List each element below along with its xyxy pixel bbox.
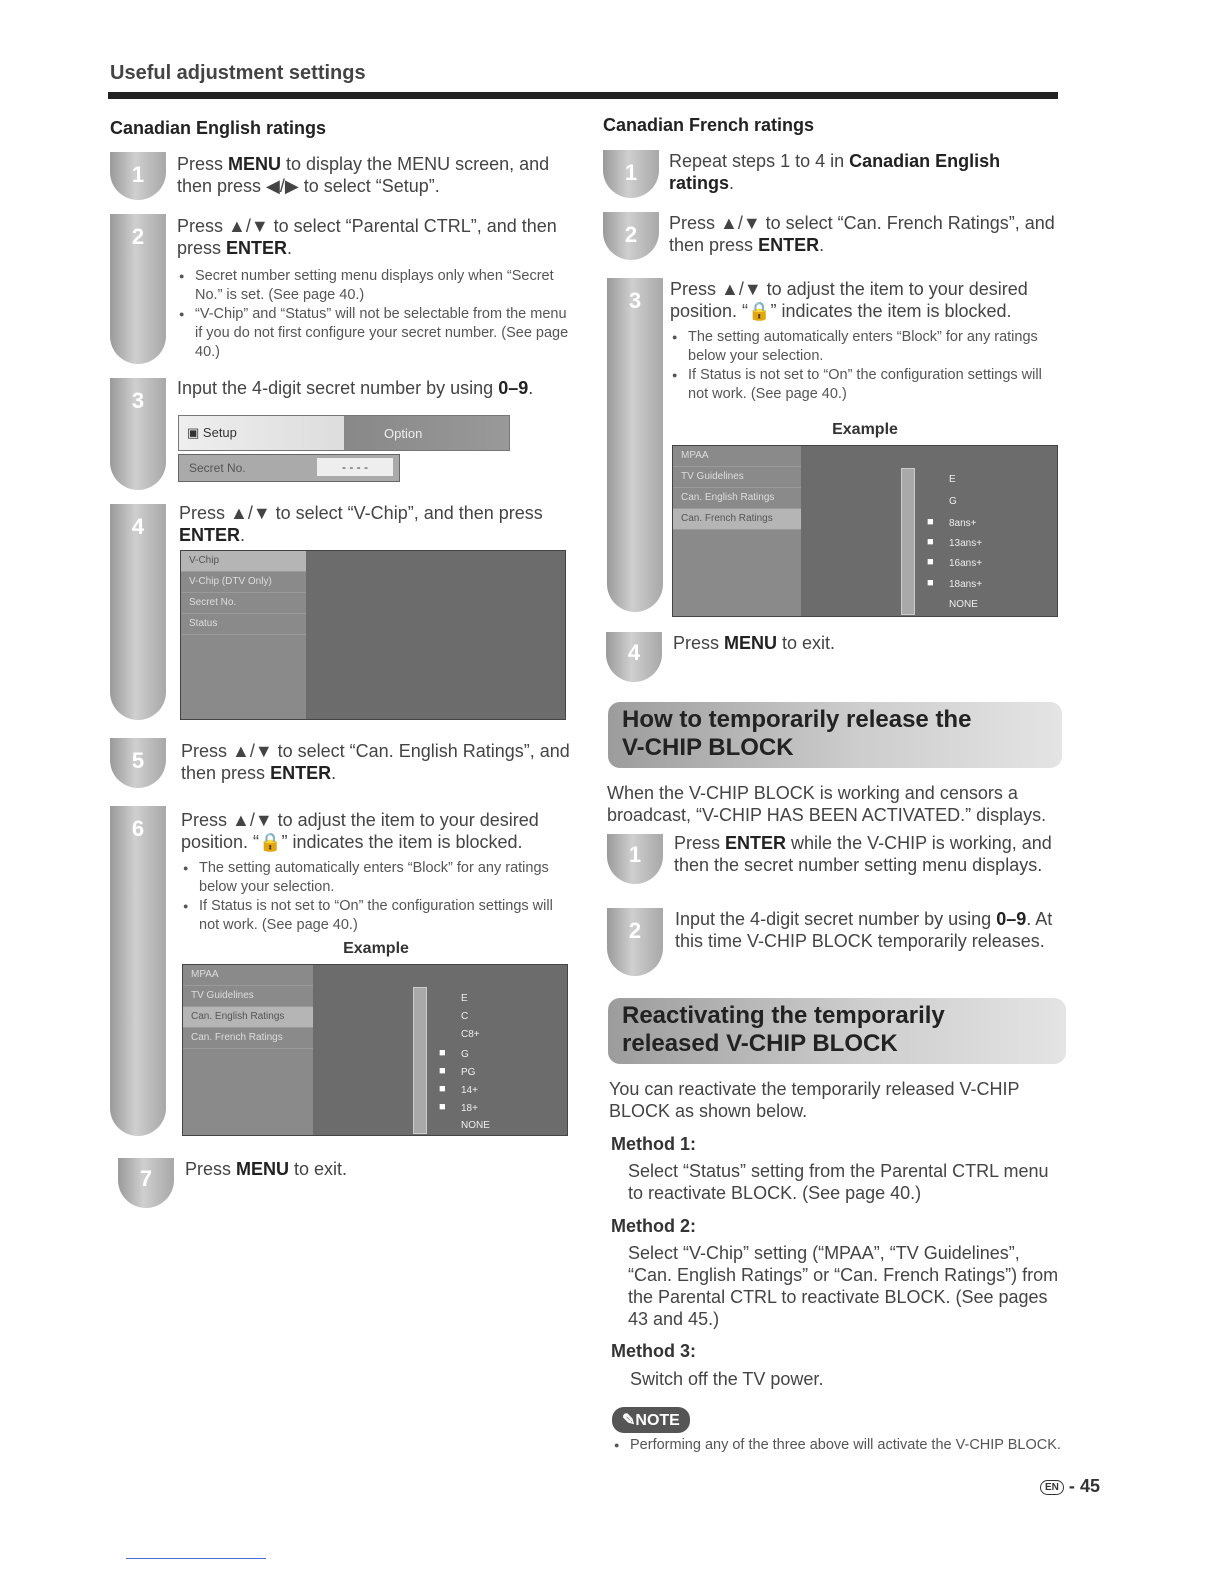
method-heading: Method 1: — [611, 1134, 696, 1154]
rating-label: 18+ — [461, 1103, 478, 1114]
rating-label: C — [461, 1011, 469, 1022]
rating-label: 14+ — [461, 1085, 478, 1096]
menu-item: V-Chip — [181, 551, 306, 572]
step-text: Input the 4-digit secret number by using 0–9. — [177, 378, 534, 398]
rating-label: G — [461, 1049, 469, 1060]
banner-line: Reactivating the temporarily — [622, 1002, 945, 1029]
setup-menu-bar — [178, 415, 510, 451]
bullet-list — [181, 859, 571, 935]
step-text: Press ▲/▼ to adjust the item to your desired position. “🔒” indicates the item is blocked. — [670, 279, 1028, 321]
step-number: 1 — [624, 160, 638, 185]
banner-line: V-CHIP BLOCK — [622, 734, 794, 761]
rating-label: NONE — [949, 599, 978, 610]
lock-icon: ■ — [927, 577, 934, 589]
example-label: Example — [343, 940, 409, 957]
reactivate-banner — [608, 998, 1066, 1064]
rating-label: 13ans+ — [949, 538, 983, 549]
rating-slider — [413, 987, 427, 1134]
release-intro: When the V-CHIP BLOCK is working and censors a broadcast, “V-CHIP HAS BEEN ACTIVATED.” displays. — [607, 783, 1047, 825]
step-number: 2 — [628, 918, 642, 943]
step-number: 2 — [131, 224, 145, 249]
step-content — [670, 278, 1055, 404]
step-text: Press MENU to display the MENU screen, and then press ◀/▶ to select “Setup”. — [177, 154, 550, 196]
step-text: Press ▲/▼ to adjust the item to your desired position. “🔒” indicates the item is blocked. — [181, 810, 539, 852]
rating-slider — [901, 468, 915, 615]
menu-item: Can. French Ratings — [673, 509, 801, 530]
setup-label: ▣ Setup — [187, 425, 237, 440]
lock-icon: ■ — [927, 536, 934, 548]
bullet: ● Secret number setting menu displays only when “Secret No.” is set. (See page 40.) — [177, 267, 572, 305]
rating-label: G — [949, 496, 957, 507]
menu-item: MPAA — [673, 446, 801, 467]
menu-item: TV Guidelines — [183, 986, 313, 1007]
menu-item: V-Chip (DTV Only) — [181, 572, 306, 593]
step-number: 3 — [131, 388, 145, 413]
menu-item: TV Guidelines — [673, 467, 801, 488]
section-title-english: Canadian English ratings — [110, 118, 327, 138]
step-number: 1 — [131, 162, 145, 187]
rating-label: 8ans+ — [949, 518, 977, 529]
bullet: ● The setting automatically enters “Block” for any ratings below your selection. — [181, 859, 571, 897]
rating-label: C8+ — [461, 1029, 480, 1040]
method-text: Switch off the TV power. — [630, 1369, 824, 1389]
method-heading: Method 3: — [611, 1341, 696, 1361]
header-rule — [108, 92, 1058, 99]
step-number: 3 — [628, 288, 642, 313]
section-title-french: Canadian French ratings — [603, 115, 815, 135]
bullet: ● If Status is not set to “On” the configuration settings will not work. (See page 40.) — [670, 366, 1055, 404]
step-text: Press MENU to exit. — [185, 1159, 348, 1179]
step-number: 4 — [627, 640, 641, 665]
menu-item: MPAA — [183, 965, 313, 986]
secret-no-label: Secret No. — [189, 461, 246, 475]
bullet: ● The setting automatically enters “Block” for any ratings below your selection. — [670, 328, 1055, 366]
step-content — [177, 215, 572, 362]
pencil-icon: ✎ — [622, 1412, 636, 1429]
bullet: ● “V-Chip” and “Status” will not be selectable from the menu if you do not first configure your secret number. (See page 40.) — [177, 305, 572, 362]
method-text: Select “V-Chip” setting (“MPAA”, “TV Guidelines”, “Can. English Ratings” or “Can. French Ratings”) from the Parental CTRL to reactivate BLOCK. (See pages 43 and 45.) — [628, 1243, 1059, 1329]
bullet: ● If Status is not set to “On” the configuration settings will not work. (See page 40.) — [181, 897, 571, 935]
step-text: Press ▲/▼ to select “V-Chip”, and then press ENTER. — [179, 503, 543, 545]
step-tab — [607, 278, 663, 612]
rating-label: 16ans+ — [949, 558, 983, 569]
menu-item: Can. English Ratings — [673, 488, 801, 509]
step-number: 1 — [628, 842, 642, 867]
release-banner — [608, 702, 1062, 768]
step-tab — [110, 806, 166, 1136]
menu-item: Can. French Ratings — [183, 1028, 313, 1049]
secret-code: - - - - — [317, 458, 393, 476]
lang-badge: EN — [1040, 1480, 1064, 1495]
menu-column — [181, 551, 306, 719]
lock-icon: ■ — [439, 1083, 446, 1095]
page-number: EN - 45 — [1040, 1476, 1100, 1497]
lock-icon: ■ — [927, 556, 934, 568]
rating-label: 18ans+ — [949, 579, 983, 590]
tv-icon: ▣ — [187, 425, 200, 440]
bullet-list — [670, 328, 1055, 404]
step-number: 5 — [131, 748, 145, 773]
banner-line: How to temporarily release the — [622, 706, 972, 733]
rating-label: NONE — [461, 1120, 490, 1131]
note-badge: ✎NOTE — [612, 1407, 690, 1433]
rating-label: E — [949, 474, 956, 485]
step-text: Press ▲/▼ to select “Parental CTRL”, and then press ENTER. — [177, 216, 557, 258]
vchip-menu-screen — [180, 550, 566, 720]
menu-column — [673, 446, 801, 616]
step-text: Press ENTER while the V-CHIP is working, and then the secret number setting menu displays. — [674, 833, 1052, 875]
banner-line: released V-CHIP BLOCK — [622, 1030, 898, 1057]
menu-item: Status — [181, 614, 306, 635]
rating-label: E — [461, 993, 468, 1004]
menu-item: Can. English Ratings — [183, 1007, 313, 1028]
menu-column — [183, 965, 313, 1135]
step-number: 6 — [131, 816, 145, 841]
rating-label: PG — [461, 1067, 476, 1078]
french-ratings-screen — [672, 445, 1058, 617]
footer-line — [126, 1558, 266, 1559]
menu-item: Secret No. — [181, 593, 306, 614]
page-header: Useful adjustment settings — [110, 62, 366, 84]
lock-icon: ■ — [439, 1047, 446, 1059]
option-label: Option — [384, 426, 423, 441]
step-number: 2 — [624, 222, 638, 247]
step-text: Press ▲/▼ to select “Can. French Ratings”, and then press ENTER. — [669, 213, 1055, 255]
step-number: 7 — [139, 1166, 153, 1191]
method-heading: Method 2: — [611, 1216, 696, 1236]
note-text: ● Performing any of the three above will activate the V-CHIP BLOCK. — [612, 1436, 1080, 1455]
lock-icon: ■ — [927, 516, 934, 528]
step-number: 4 — [131, 514, 145, 539]
method-text: Select “Status” setting from the Parental CTRL menu to reactivate BLOCK. (See page 40.) — [628, 1161, 1049, 1203]
lock-icon: ■ — [439, 1065, 446, 1077]
lock-icon: ■ — [439, 1101, 446, 1113]
secret-no-field — [178, 454, 400, 482]
step-text: Press MENU to exit. — [673, 633, 836, 653]
bullet-list — [177, 267, 572, 362]
step-text: Repeat steps 1 to 4 in Canadian English ratings. — [669, 151, 1001, 193]
step-text: Press ▲/▼ to select “Can. English Ratings”, and then press ENTER. — [181, 741, 570, 783]
english-ratings-screen — [182, 964, 568, 1136]
reactivate-intro: You can reactivate the temporarily released V-CHIP BLOCK as shown below. — [609, 1079, 1020, 1121]
step-text: Input the 4-digit secret number by using 0–9. At this time V-CHIP BLOCK temporarily releases. — [675, 909, 1053, 951]
step-content — [181, 809, 571, 935]
example-label: Example — [832, 421, 898, 438]
